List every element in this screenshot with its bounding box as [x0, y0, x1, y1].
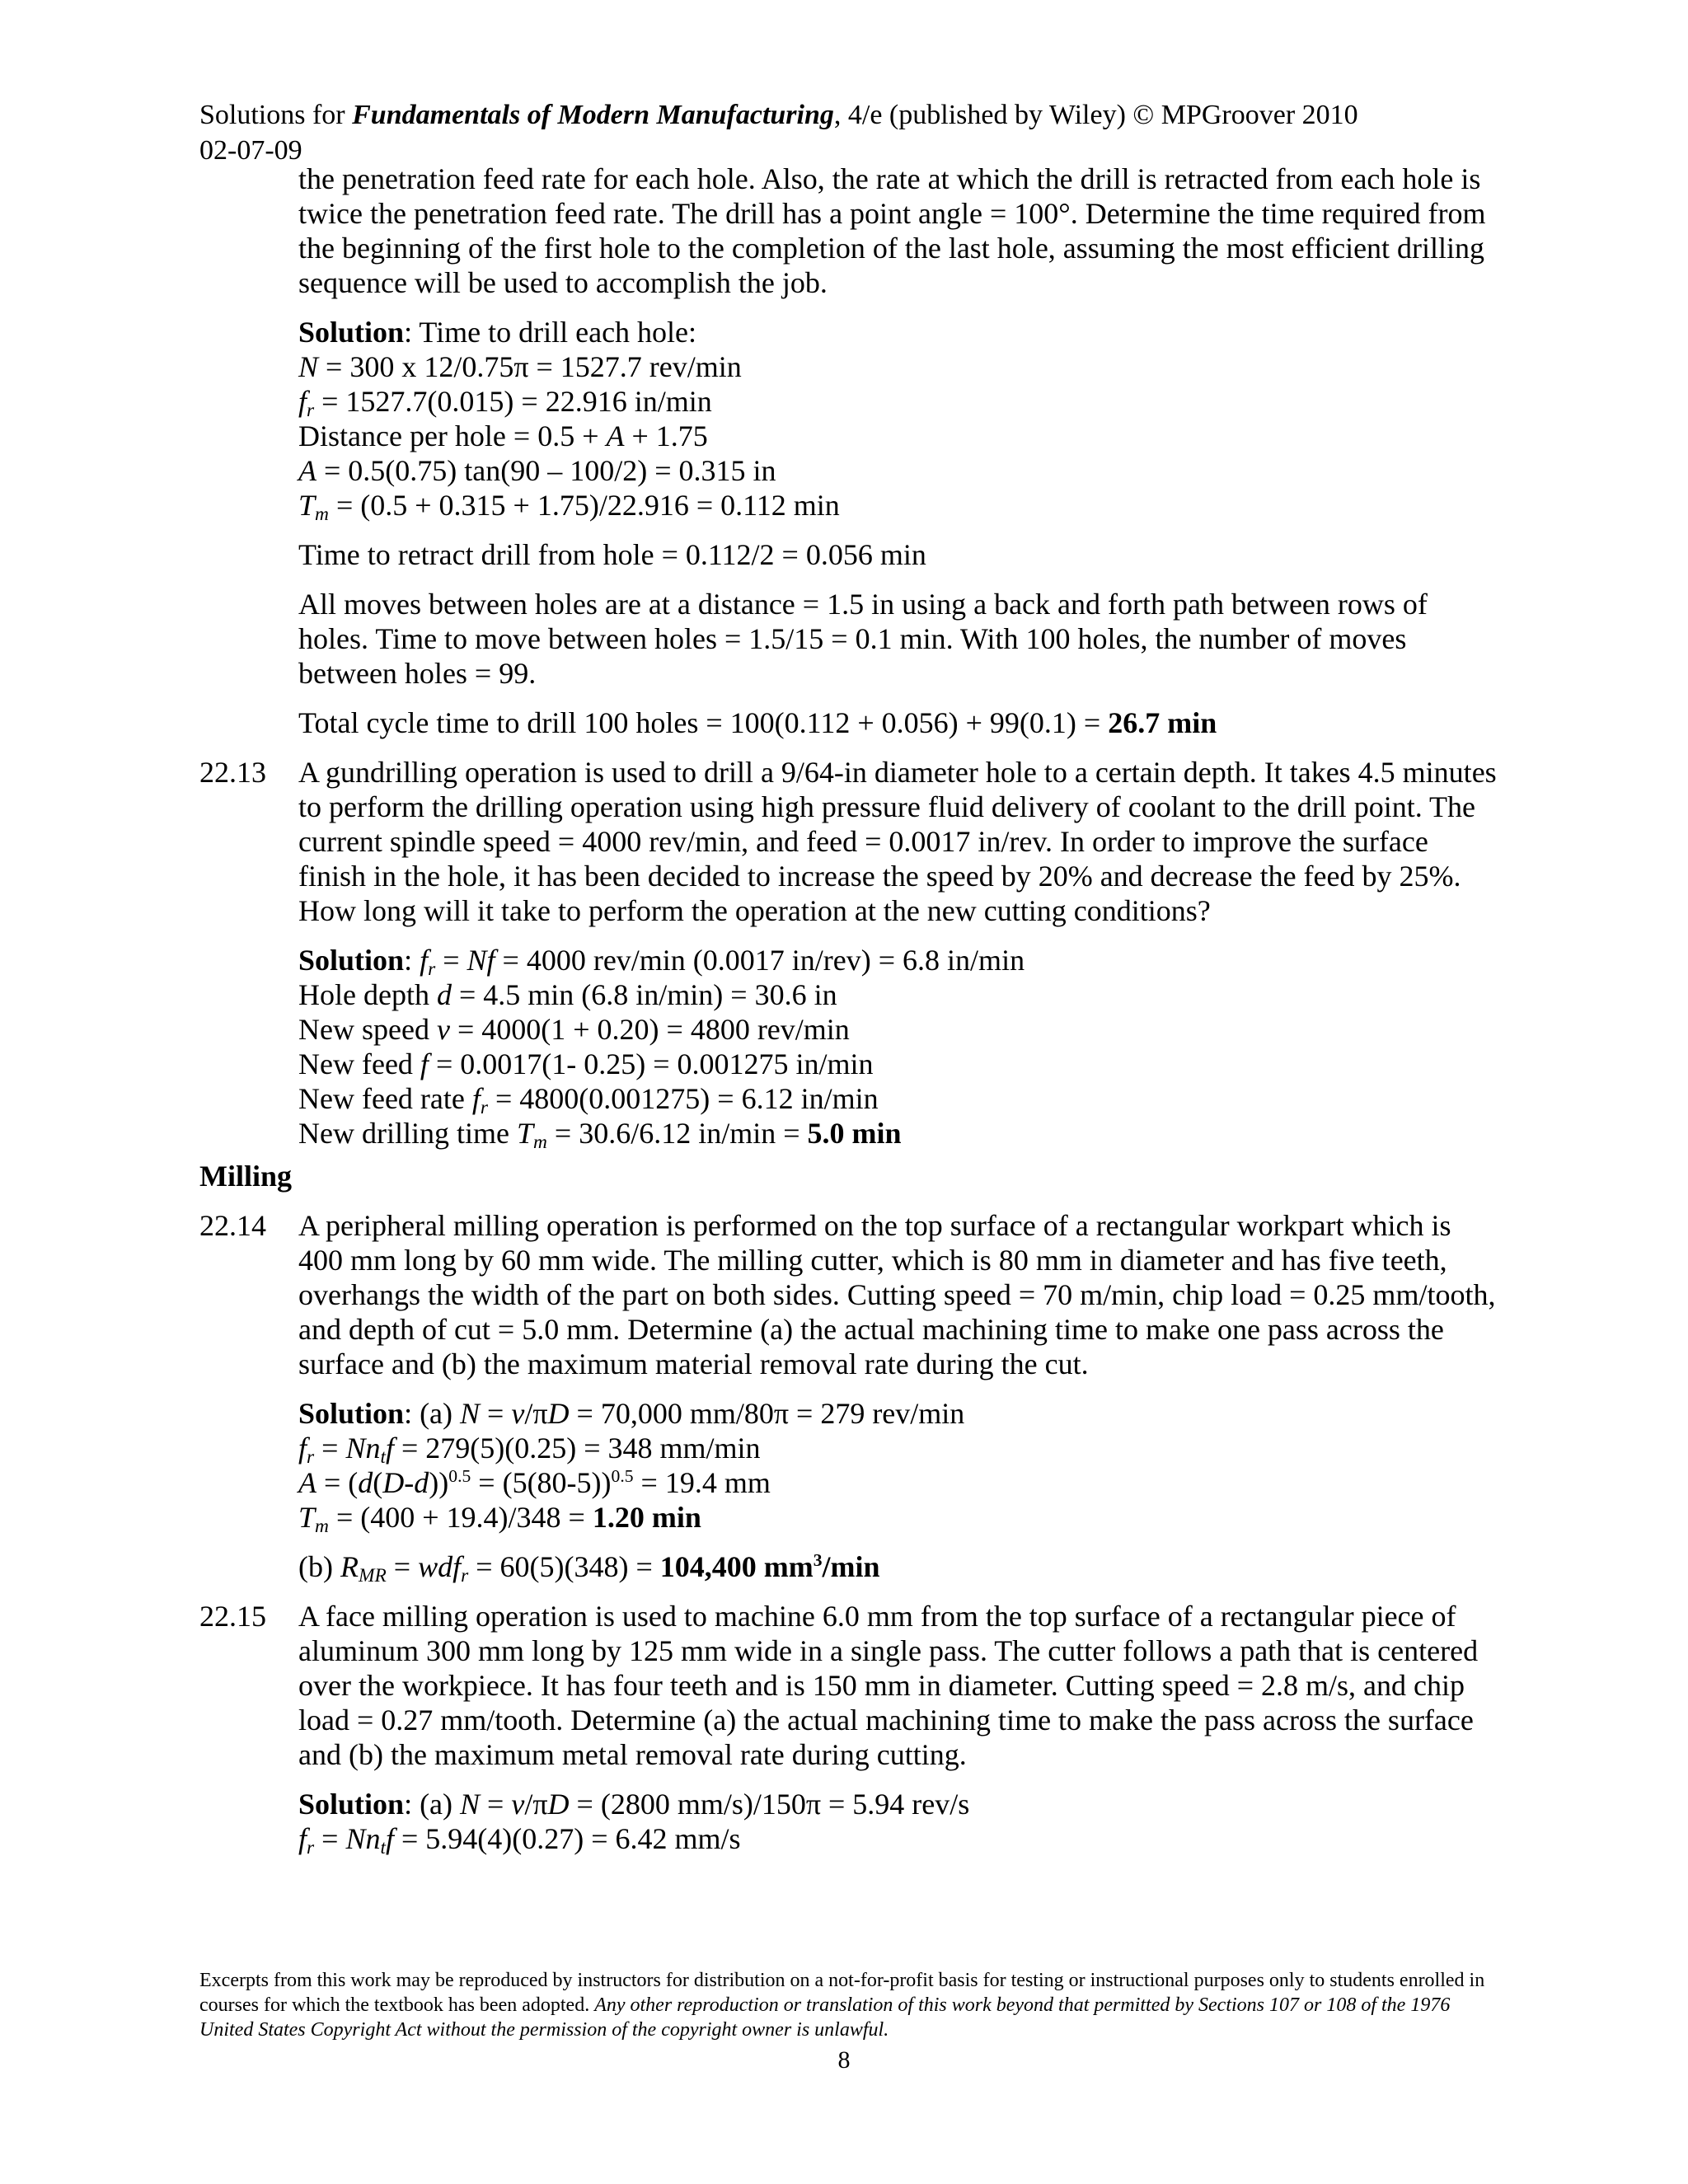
problem-22-12-continuation: [298, 162, 1502, 740]
answer: 1.20 min: [592, 1501, 701, 1534]
problem-number: 22.14: [199, 1209, 266, 1242]
solution-block: [298, 1396, 1502, 1535]
solution-line: New speed v = 4000(1 + 0.20) = 4800 rev/min: [298, 1013, 850, 1046]
problem-text: A gundrilling operation is used to drill a 9/64-in diameter hole to a certain depth. It takes 4.5 minutes to perform the drilling operation using high pressure fluid delivery of coolant to the drill point. The current spindle speed = 4000 rev/min, and feed = 0.0017 in/rev. In order to improve the surface finish in the hole, it has been decided to increase the speed by 20% and decrease the feed by 25%. How long will it take to perform the operation at the new cutting conditions?: [298, 756, 1497, 927]
header-line: Solutions for Fundamentals of Modern Manufacturing, 4/e (published by Wiley) © MPGroover 2010: [199, 100, 1358, 130]
solution-text: All moves between holes are at a distance = 1.5 in using a back and forth path between rows of holes. Time to move between holes = 1.5/15 = 0.1 min. With 100 holes, the number of moves between holes = 99.: [298, 588, 1428, 690]
solution-line: Distance per hole = 0.5 + A + 1.75: [298, 419, 708, 452]
solution-line: A = 0.5(0.75) tan(90 – 100/2) = 0.315 in: [298, 454, 776, 487]
solution-line: N = 300 x 12/0.75π = 1527.7 rev/min: [298, 350, 742, 383]
section-heading: Milling: [199, 1160, 293, 1193]
solution-line: $A = (d(D-d))^{0.5} = (5(80-5))^{0.5} = 19.4$ mm: [298, 1466, 771, 1499]
page-header: [199, 97, 1358, 168]
problem-22-14: [199, 1208, 1502, 1584]
solution-text: Time to retract drill from hole = 0.112/2 = 0.056 min: [298, 538, 926, 571]
solution-line: New feed rate $f_r = 4800(0.001275) = 6.12$ in/min: [298, 1082, 879, 1118]
solution-block: [298, 315, 1502, 523]
problem-number: 22.15: [199, 1600, 266, 1633]
solution-block: [298, 1787, 1502, 1856]
problem-number: 22.13: [199, 756, 266, 789]
answer: 26.7 min: [1108, 706, 1217, 739]
solution-line: $T_m = (0.5 + 0.315 + 1.75)/22.916 = 0.112$ min: [298, 489, 840, 525]
solution-line: New feed f = 0.0017(1- 0.25) = 0.001275 in/min: [298, 1047, 874, 1080]
copyright-footer: Excerpts from this work may be reproduced by instructors for distribution on a not-for-profit basis for testing or instructional purposes only to students enrolled in courses for which the textbook has been adopted. Any other reproduction or translation of this work beyond that permitted by Sections 107 or 108 of the 1976 United States Copyright Act without the permission of the copyright owner is unlawful.: [199, 1970, 1485, 2041]
problem-22-13: [199, 755, 1502, 1151]
solution-line: $f_r = Nn_tf = 279(5)(0.25) = 348$ mm/min: [298, 1432, 761, 1468]
solution-line: Hole depth d = 4.5 min (6.8 in/min) = 30.6 in: [298, 978, 837, 1011]
solution-line: (b) $R_{MR} = wdf_r = 60(5)(348) = 104,400$ $mm^3/\min$: [298, 1550, 880, 1586]
solution-text: Total cycle time to drill 100 holes = 100(0.112 + 0.056) + 99(0.1) = 26.7 min: [298, 706, 1217, 739]
solution-line: Solution: $f_r = Nf = 4000$ rev/min (0.0017 in/rev) = 6.8 in/min: [298, 944, 1025, 980]
header-date: 02-07-09: [199, 135, 302, 166]
problem-22-15: [199, 1599, 1502, 1856]
page-number: 8: [837, 2046, 851, 2074]
solution-line: $f_r = Nn_tf = 5.94(4)(0.27) = 6.42$ mm/s: [298, 1822, 741, 1858]
solution-line: $f_r = 1527.7(0.015) = 22.916$ in/min: [298, 385, 712, 421]
solution-line: New drilling time $T_m = 30.6/6.12$ in/min = 5.0 min: [298, 1117, 902, 1153]
problem-text: A face milling operation is used to machine 6.0 mm from the top surface of a rectangular piece of aluminum 300 mm long by 125 mm wide in a single pass. The cutter follows a path that is centered over the workpiece. It has four teeth and is 150 mm in diameter. Cutting speed = 2.8 m/s, and chip load = 0.27 mm/tooth. Determine (a) the actual machining time to make the pass across the surface and (b) the maximum metal removal rate during cutting.: [298, 1600, 1479, 1771]
problem-text: A peripheral milling operation is performed on the top surface of a rectangular workpart which is 400 mm long by 60 mm wide. The milling cutter, which is 80 mm in diameter and has five teeth, overhangs the width of the part on both sides. Cutting speed = 70 m/min, chip load = 0.25 mm/tooth, and depth of cut = 5.0 mm. Determine (a) the actual machining time to make one pass across the surface and (b) the maximum material removal rate during the cut.: [298, 1209, 1496, 1380]
document-body: [199, 162, 1502, 1856]
answer: 104,400 $mm^3/\min$: [659, 1550, 880, 1583]
solution-line: Solution: Time to drill each hole:: [298, 316, 697, 349]
answer: 5.0 min: [807, 1117, 902, 1150]
solution-line: Solution: (a) N = v/πD = 70,000 mm/80π = 279 rev/min: [298, 1397, 965, 1430]
problem-text: the penetration feed rate for each hole. Also, the rate at which the drill is retracted from each hole is twice the penetration feed rate. The drill has a point angle = 100°. Determine the time required from the beginning of the first hole to the completion of the last hole, assuming the most efficient drilling sequence will be used to accomplish the job.: [298, 162, 1486, 299]
solution-line: $T_m = (400 + 19.4)/348 = 1.20$ min: [298, 1501, 701, 1537]
book-title: Fundamentals of Modern Manufacturing: [352, 100, 834, 130]
solution-block: [298, 943, 1502, 1151]
solution-line: Solution: (a) N = v/πD = (2800 mm/s)/150π = 5.94 rev/s: [298, 1788, 970, 1821]
